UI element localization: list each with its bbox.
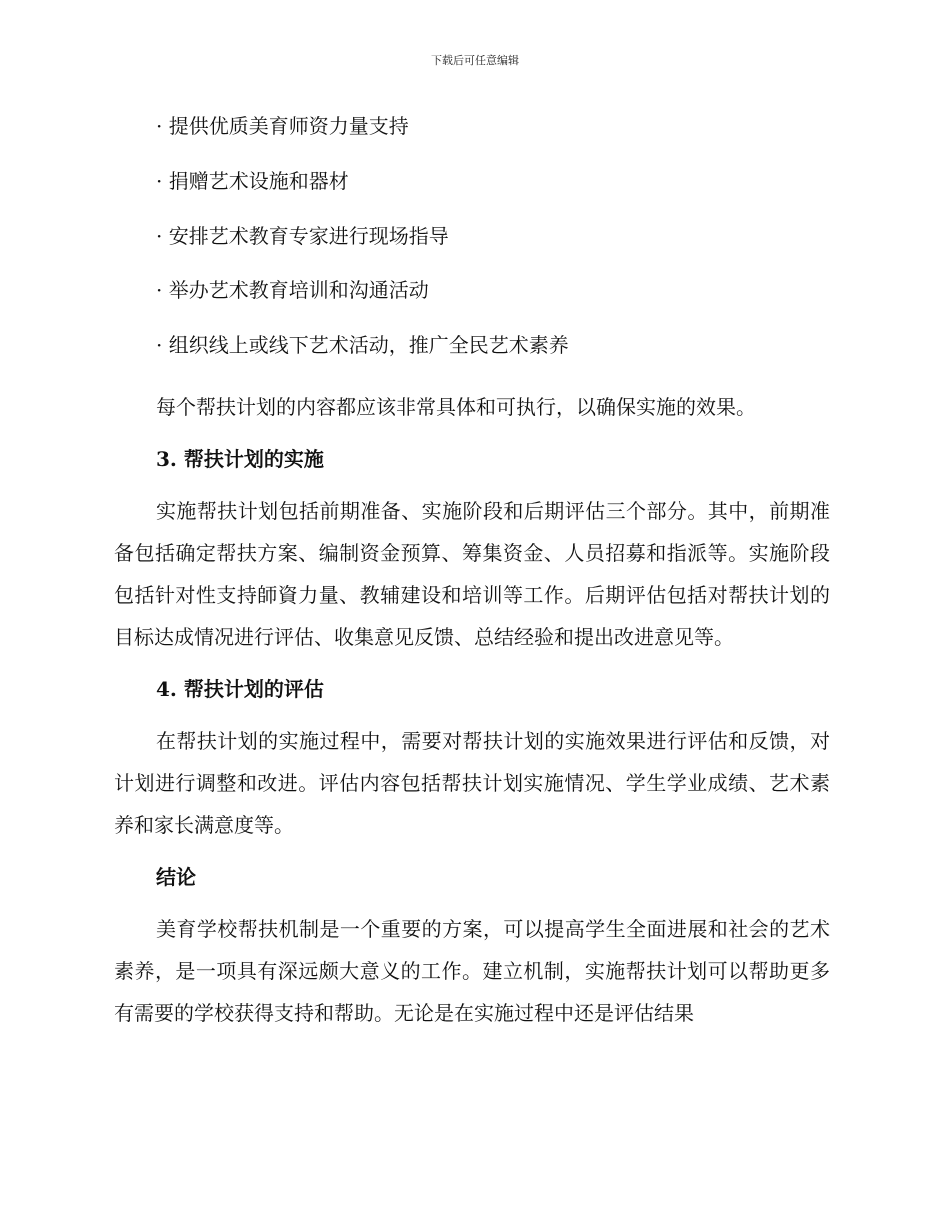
document-body	[114, 110, 830, 1034]
section-heading-conclusion: 结论	[156, 864, 196, 889]
page-header: 下载后可任意编辑	[431, 54, 519, 67]
section-heading-implementation: 3. 帮扶计划的实施	[156, 446, 324, 471]
section-heading-evaluation: 4. 帮扶计划的评估	[156, 676, 324, 701]
bullet-item: · 捐赠艺术设施和器材	[156, 168, 349, 193]
paragraph-plan-content: 每个帮扶计划的内容都应该非常具体和可执行，以确保实施的效果。	[156, 394, 756, 419]
bullet-item: · 安排艺术教育专家进行现场指导	[156, 223, 449, 248]
paragraph-evaluation: 在帮扶计划的实施过程中，需要对帮扶计划的实施效果进行评估和反馈，对计划进行调整和改进。评估内容包括帮扶计划实施情况、学生学业成绩、艺术素养和家长满意度等。	[114, 728, 830, 837]
bullet-item: · 组织线上或线下艺术活动，推广全民艺术素养	[156, 333, 569, 357]
bullet-item: · 举办艺术教育培训和沟通活动	[156, 278, 429, 303]
paragraph-implementation: 实施帮扶计划包括前期准备、实施阶段和后期评估三个部分。其中，前期准备包括确定帮扶方案、编制资金预算、筹集资金、人员招募和指派等。实施阶段包括针对性支持師資力量、教辅建设和培训等工作。后期评估包括对帮扶计划的目标达成情况进行评估、收集意见反馈、总结经验和提出改进意见等。	[114, 498, 830, 649]
paragraph-conclusion: 美育学校帮扶机制是一个重要的方案，可以提高学生全面进展和社会的艺术素养，是一项具有深远颇大意义的工作。建立机制，实施帮扶计划可以帮助更多有需要的学校获得支持和帮助。无论是在实施过程中还是评估结果	[114, 916, 830, 1025]
bullet-item: · 提供优质美育师资力量支持	[156, 114, 409, 138]
